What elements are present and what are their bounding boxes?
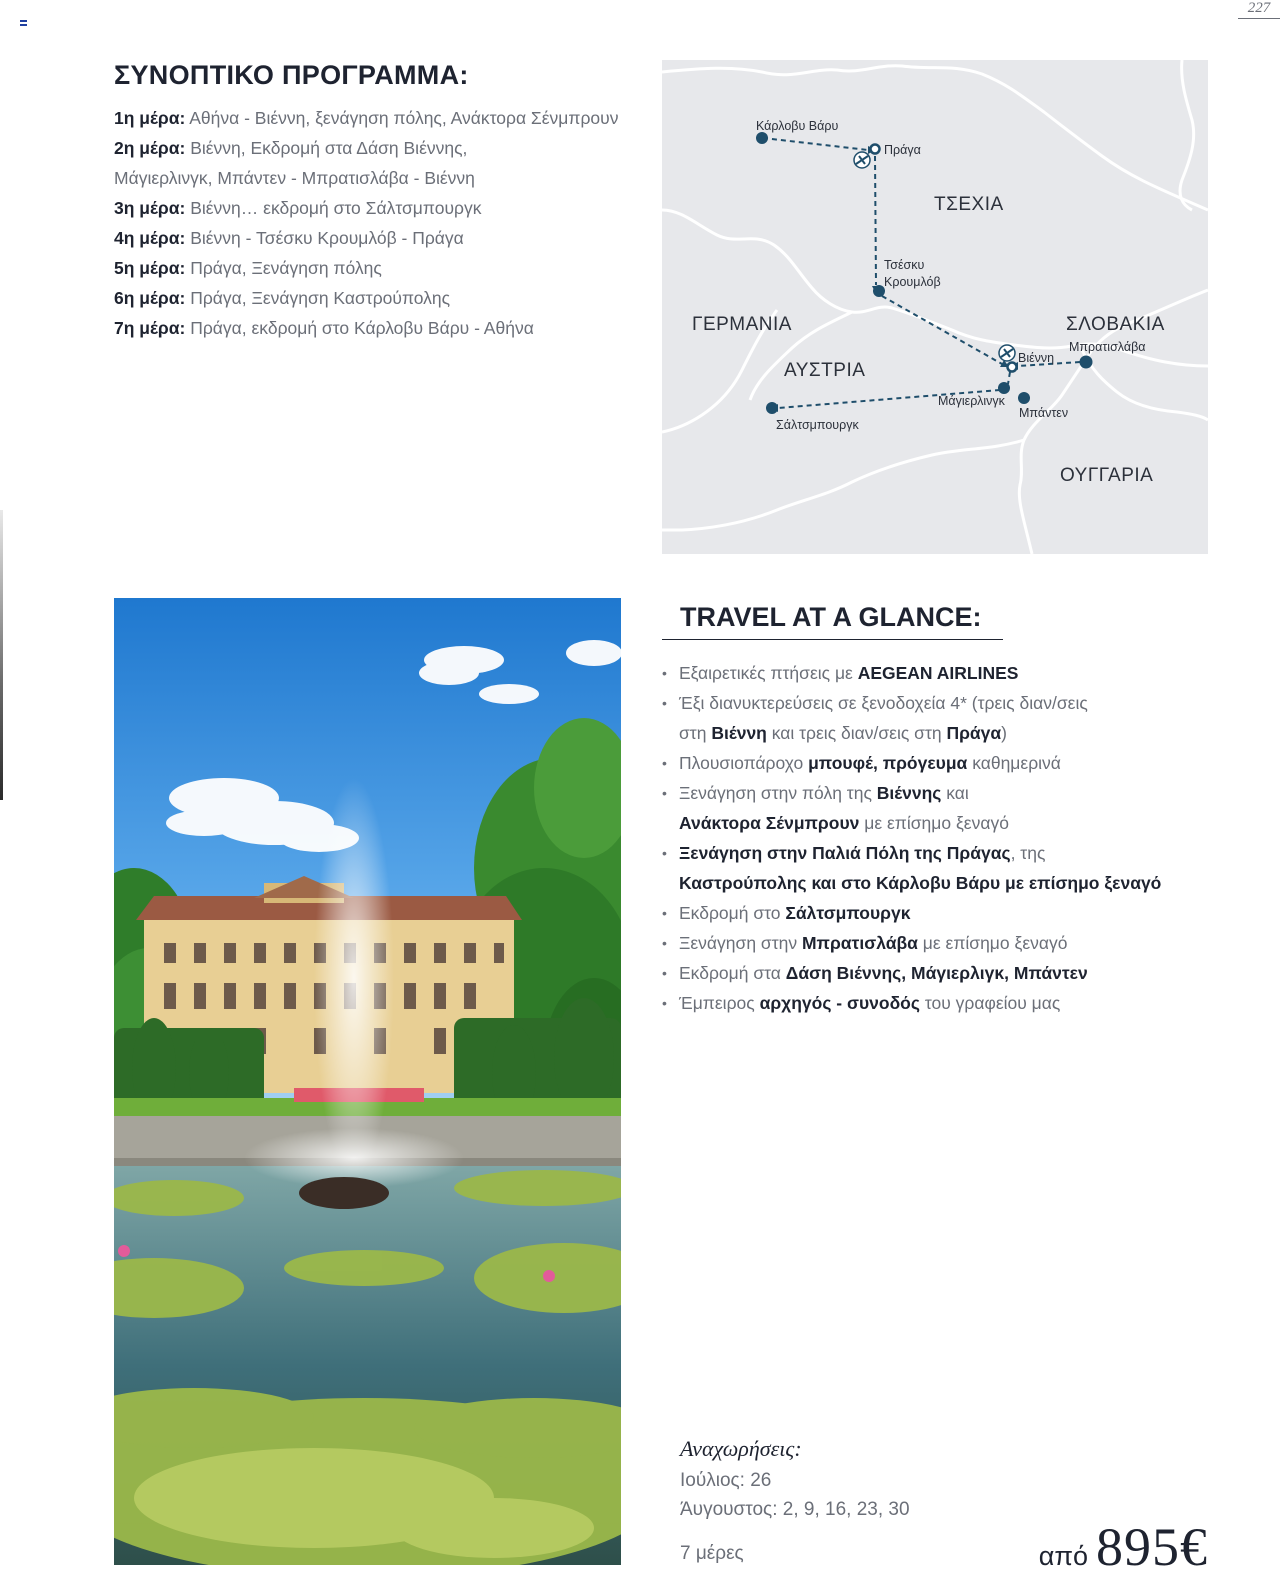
glance-item [662, 658, 1222, 688]
glance-item [662, 838, 1222, 868]
glance-item-text: στη [679, 723, 712, 743]
glance-item-text: Έξι διανυκτερεύσεις σε ξενοδοχεία 4* (τρεις διαν/σεις [679, 693, 1088, 713]
day-item [114, 163, 654, 193]
day-item [114, 193, 654, 223]
glance-item-text: Εκδρομή στα [679, 963, 786, 983]
summary-title: ΣΥΝΟΠΤΙΚΟ ΠΡΟΓΡΑΜΜΑ: [114, 60, 469, 90]
glance-item-text: Ξενάγηση στην πόλη της [679, 783, 877, 803]
label-hungary: ΟΥΓΓΑΡΙΑ [1060, 465, 1154, 486]
glance-item-highlight: Μπρατισλάβα [801, 933, 918, 953]
day-list [114, 103, 654, 343]
glance-item-highlight: Ξενάγηση στην Παλιά Πόλη της Πράγας [679, 843, 1011, 863]
label-karlovy: Κάρλοβυ Βάρυ [756, 119, 839, 133]
day-label: 1η μέρα: [114, 108, 186, 128]
glance-item [662, 868, 1222, 898]
price-amount: 895€ [1096, 1517, 1208, 1577]
day-label: 2η μέρα: [114, 138, 186, 158]
departure-august: Άυγουστος: 2, 9, 16, 23, 30 [680, 1499, 910, 1520]
glance-item-text: με επίσημο ξεναγό [917, 933, 1068, 953]
glance-item-text: και τρεις διαν/σεις στη [766, 723, 947, 743]
glance-item-highlight: Ανάκτορα Σένμπρουν [679, 813, 860, 833]
glance-item [662, 718, 1222, 748]
label-vienna: Βιέννη [1018, 351, 1055, 365]
label-mayerling: Μάγιερλινγκ [938, 394, 1005, 408]
vienna-marker [1008, 363, 1017, 372]
mayerling-marker [998, 382, 1010, 394]
karlovy-marker [756, 132, 768, 144]
day-text: Πράγα, Ξενάγηση Καστρούπολης [190, 288, 451, 308]
day-text: Πράγα, εκδρομή στο Κάρλοβυ Βάρυ - Αθήνα [190, 318, 534, 338]
day-item [114, 223, 654, 253]
label-germany: ΓΕΡΜΑΝΙΑ [692, 314, 792, 335]
airport-prague-icon [854, 152, 870, 168]
day-text: Αθήνα - Βιέννη, ξενάγηση πόλης, Ανάκτορα Σένμπρουν [189, 108, 619, 128]
glance-item-text: Εκδρομή στο [679, 903, 786, 923]
glance-item-text: Εξαιρετικές πτήσεις με [679, 663, 858, 683]
bratislava-marker [1080, 356, 1093, 369]
label-slovakia: ΣΛΟΒΑΚΙΑ [1066, 314, 1165, 335]
glance-item-highlight: Καστρούπολης και στο Κάρλοβυ Βάρυ με επίσημο ξεναγό [679, 873, 1162, 893]
glance-item-text: Έμπειρος [679, 993, 760, 1013]
day-label: 6η μέρα: [114, 288, 186, 308]
glance-item-text: με επίσημο ξεναγό [859, 813, 1009, 833]
route-map [662, 60, 1208, 554]
departures [680, 1436, 1000, 1524]
glance-title: TRAVEL AT A GLANCE: [662, 598, 1003, 640]
glance-item [662, 988, 1222, 1018]
glance-item-highlight: Πράγα [946, 723, 1002, 743]
flag-icon [20, 20, 27, 26]
glance-item-text: καθημερινά [967, 753, 1061, 773]
day-item [114, 103, 654, 133]
departure-july: Ιούλιος: 26 [680, 1470, 772, 1491]
glance-item [662, 928, 1222, 958]
day-text: Πράγα, Ξενάγηση πόλης [190, 258, 382, 278]
glance-item [662, 748, 1222, 778]
departures-title: Αναχωρήσεις: [680, 1436, 802, 1461]
day-text: Μάγιερλινγκ, Μπάντεν - Μπρατισλάβα - Βιέννη [114, 168, 475, 188]
day-text: Βιέννη… εκδρομή στο Σάλτσμπουργκ [190, 198, 482, 218]
glance-item-highlight: Βιέννης [876, 783, 942, 803]
day-label: 7η μέρα: [114, 318, 186, 338]
day-text: Βιέννη, Εκδρομή στα Δάση Βιέννης, [190, 138, 468, 158]
day-item [114, 133, 654, 163]
label-austria: ΑΥΣΤΡΙΑ [784, 360, 866, 381]
glance-item-highlight: Δάση Βιέννης, Μάγιερλιγκ, Μπάντεν [785, 963, 1088, 983]
day-item [114, 313, 654, 343]
glance-item-highlight: Σάλτσμπουργκ [785, 903, 911, 923]
page-number: 227 [1238, 0, 1280, 19]
day-item [114, 253, 654, 283]
salzburg-marker [766, 402, 778, 414]
day-label: 5η μέρα: [114, 258, 186, 278]
glance-item-text: Ξενάγηση στην [679, 933, 802, 953]
glance-item-text: Πλουσιοπάροχο [679, 753, 809, 773]
label-krumlov-2: Κρουμλόβ [884, 275, 941, 289]
label-salzburg: Σάλτσμπουργκ [776, 418, 859, 432]
summary-program [114, 60, 654, 343]
label-czech: ΤΣΕΧΙΑ [934, 194, 1004, 215]
glance-item [662, 958, 1222, 988]
price-prefix: από [1038, 1541, 1088, 1571]
glance-item-text: , της [1010, 843, 1046, 863]
day-label: 3η μέρα: [114, 198, 186, 218]
glance-item-text: ) [1001, 723, 1007, 743]
palace-fountain-photo [114, 598, 621, 1565]
glance-item [662, 688, 1222, 718]
label-bratislava: Μπρατισλάβα [1069, 340, 1146, 354]
glance-item-text: του γραφείου μας [919, 993, 1061, 1013]
day-text: Βιέννη - Τσέσκυ Κρουμλόβ - Πράγα [190, 228, 464, 248]
route-map-svg [662, 60, 1208, 554]
glance-item-highlight: AEGEAN AIRLINES [857, 663, 1019, 683]
glance-item [662, 898, 1222, 928]
glance-item-text: και [941, 783, 969, 803]
glance-item-highlight: αρχηγός - συνοδός [759, 993, 920, 1013]
glance-item [662, 808, 1222, 838]
day-label: 4η μέρα: [114, 228, 186, 248]
airport-vienna-icon [999, 345, 1015, 361]
travel-at-a-glance [662, 598, 1222, 1018]
label-baden: Μπάντεν [1019, 406, 1069, 420]
label-prague: Πράγα [884, 143, 921, 157]
prague-marker [871, 145, 880, 154]
glance-item-highlight: μπουφέ, πρόγευμα [808, 753, 968, 773]
trip-duration: 7 μέρες [680, 1543, 744, 1564]
baden-marker [1018, 392, 1030, 404]
page-edge-shadow [0, 510, 3, 800]
glance-item-highlight: Βιέννη [711, 723, 767, 743]
label-krumlov-1: Τσέσκυ [884, 258, 925, 272]
glance-list [662, 658, 1222, 1018]
day-item [114, 283, 654, 313]
glance-item [662, 778, 1222, 808]
